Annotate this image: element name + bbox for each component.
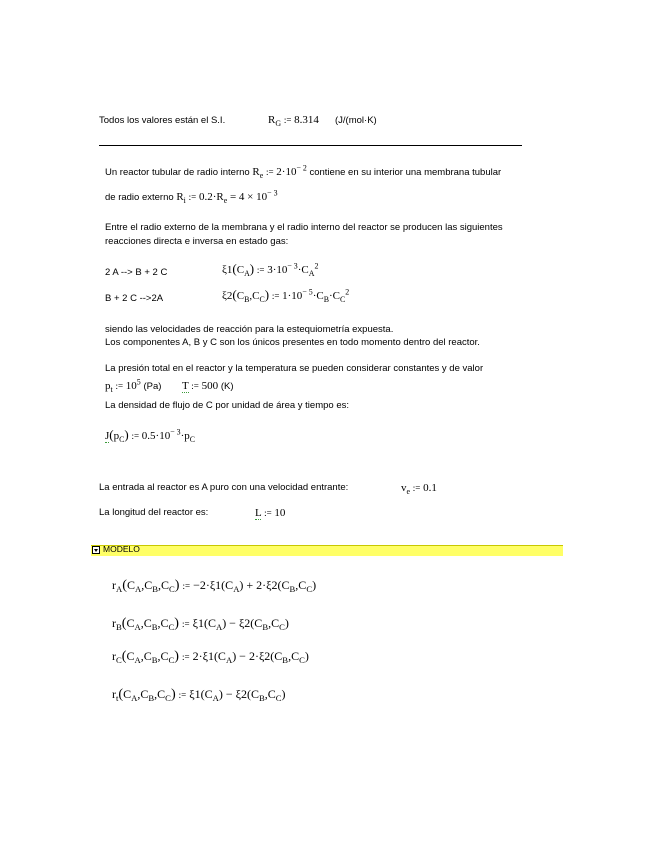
problem-line-2 [105, 188, 278, 205]
line1-post: contiene en su interior una membrana tubular [309, 167, 502, 178]
flux-note: La densidad de flujo de C por unidad de área y tiempo es: [105, 400, 349, 411]
pressure-note: La presión total en el reactor y la temperatura se pueden considerar constantes y de valor [105, 363, 484, 374]
ve-definition[interactable]: $v_e$ := 0.1 [401, 482, 437, 496]
pt-definition[interactable]: $p_t$ := $10^5$ (Pa) [105, 377, 162, 394]
rC-definition[interactable]: $r_C(C_A,C_B,C_C)$ := $2\cdot\xi 1(C_A) - 2\cdot\xi 2(C_B,C_C)$ [112, 648, 309, 666]
xi1-definition[interactable]: $\xi 1(C_A)$ := $3\cdot 10^{- 3}\cdot C_A^2$ [222, 261, 319, 278]
ri-definition[interactable]: $R_i$ := $0.2\cdot R_e = 4 \times 10^{- 3}$ [176, 188, 278, 205]
rC-rhs: $2\cdot\xi 1(C_A) - 2\cdot\xi 2(C_B,C_C)$ [192, 649, 309, 666]
line2-pre: de radio externo [105, 192, 174, 203]
rg-value: 8.314 [294, 114, 319, 126]
problem-line-1 [105, 163, 502, 180]
note-2: Los componentes A, B y C son los únicos presentes en todo momento dentro del reactor. [105, 337, 480, 348]
inlet-note: La entrada al reactor es A puro con una velocidad entrante: [99, 482, 349, 493]
l-definition[interactable]: L := 10 [255, 507, 286, 519]
line1-pre: Un reactor tubular de radio interno [105, 167, 250, 178]
rA-definition[interactable]: $r_A(C_A,C_B,C_C)$ := $-2\cdot\xi 1(C_A) + 2\cdot\xi 2(C_B,C_C)$ [112, 577, 317, 595]
banner-top-line [91, 545, 563, 546]
rg-units: (J/(mol·K) [335, 115, 377, 126]
rg-definition[interactable]: $R_G$ := 8.314 [268, 114, 319, 128]
reaction-2: B + 2 C -->2A [105, 293, 164, 304]
modelo-region-banner[interactable] [91, 545, 563, 556]
t-definition[interactable]: T := 500 (K) [182, 380, 234, 392]
collapse-toggle-icon[interactable] [92, 546, 100, 554]
rB-definition[interactable]: $r_B(C_A,C_B,C_C)$ := $\xi 1(C_A) - \xi 2(C_B,C_C)$ [112, 615, 289, 633]
note-1: siendo las velocidades de reacción para la estequiometría expuesta. [105, 324, 394, 335]
xi2-definition[interactable]: $\xi 2(C_B,C_C)$ := $1\cdot 10^{- 5}\cdot C_B\cdot C_C^2$ [222, 287, 350, 304]
para2-line-1: Entre el radio externo de la membrana y el radio interno del reactor se producen las siguientes [105, 222, 503, 233]
length-note: La longitud del reactor es: [99, 507, 209, 518]
reaction-1: 2 A --> B + 2 C [105, 267, 168, 278]
para2-line-2: reacciones directa e inversa en estado gas: [105, 236, 289, 247]
separator-line [99, 145, 522, 146]
rt-rhs: $\xi 1(C_A) - \xi 2(C_B,C_C)$ [189, 687, 286, 704]
rB-rhs: $\xi 1(C_A) - \xi 2(C_B,C_C)$ [192, 616, 289, 633]
rt-definition[interactable]: $r_t(C_A,C_B,C_C)$ := $\xi 1(C_A) - \xi 2(C_B,C_C)$ [112, 686, 286, 704]
modelo-label: MODELO [103, 544, 140, 554]
re-definition[interactable]: $R_e$ := $2\cdot 10^{- 2}$ [252, 163, 307, 180]
j-definition[interactable]: $J(p_C)$ := $0.5\cdot 10^{- 3}\cdot p_C$ [105, 427, 196, 444]
units-note: Todos los valores están el S.I. [99, 115, 226, 126]
rA-rhs: $-2\cdot\xi 1(C_A) + 2\cdot\xi 2(C_B,C_C)$ [193, 578, 317, 595]
